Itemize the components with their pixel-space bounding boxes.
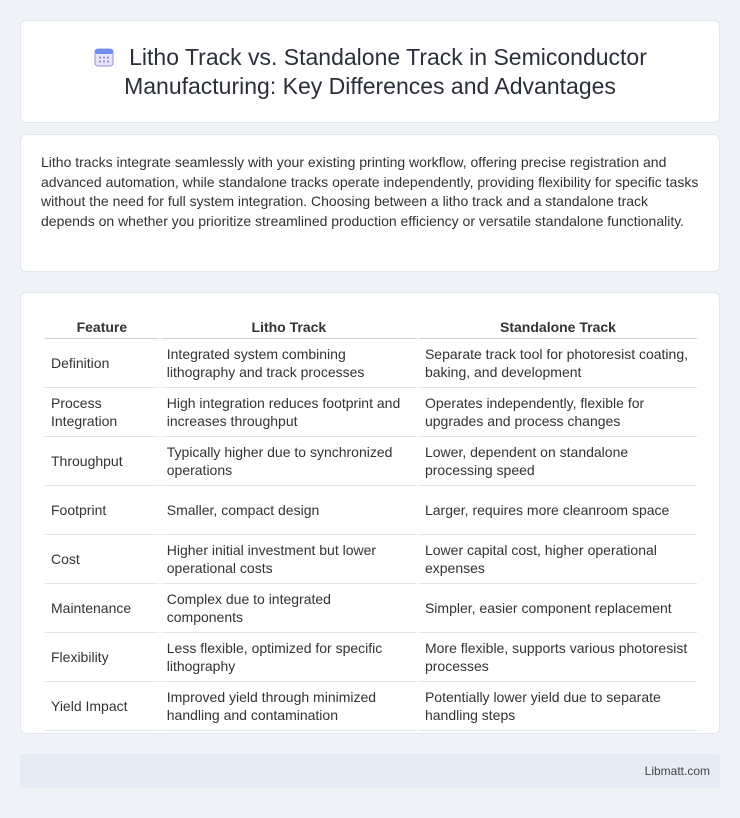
table-row: [45, 633, 697, 682]
litho-cell: Improved yield through minimized handling and contamination: [161, 682, 417, 731]
calendar-icon: [93, 46, 115, 68]
litho-cell: Complex due to integrated components: [161, 584, 417, 633]
table-card: [20, 292, 720, 734]
standalone-cell: Simpler, easier component replacement: [419, 584, 697, 633]
page-title-text: Litho Track vs. Standalone Track in Semiconductor Manufacturing: Key Differences and Advantages: [124, 43, 647, 99]
header-standalone-track: Standalone Track: [419, 315, 697, 339]
litho-cell: Typically higher due to synchronized operations: [161, 437, 417, 486]
header-feature: Feature: [45, 315, 159, 339]
feature-cell: Cost: [45, 535, 159, 584]
standalone-cell: Separate track tool for photoresist coating, baking, and development: [419, 339, 697, 388]
comparison-table: [43, 315, 699, 731]
litho-cell: Integrated system combining lithography and track processes: [161, 339, 417, 388]
feature-cell: Footprint: [45, 486, 159, 535]
intro-card: [20, 134, 720, 272]
feature-cell: Yield Impact: [45, 682, 159, 731]
footer: [20, 754, 720, 788]
feature-cell: Process Integration: [45, 388, 159, 437]
standalone-cell: More flexible, supports various photoresist processes: [419, 633, 697, 682]
title-card: [20, 20, 720, 123]
litho-cell: Higher initial investment but lower operational costs: [161, 535, 417, 584]
litho-cell: Less flexible, optimized for specific lithography: [161, 633, 417, 682]
table-row: [45, 584, 697, 633]
table-row: [45, 388, 697, 437]
standalone-cell: Lower capital cost, higher operational expenses: [419, 535, 697, 584]
feature-cell: Definition: [45, 339, 159, 388]
feature-cell: Flexibility: [45, 633, 159, 682]
table-row: [45, 486, 697, 535]
footer-brand-link[interactable]: Libmatt.com: [644, 764, 710, 778]
standalone-cell: Potentially lower yield due to separate handling steps: [419, 682, 697, 731]
litho-cell: High integration reduces footprint and increases throughput: [161, 388, 417, 437]
feature-cell: Maintenance: [45, 584, 159, 633]
table-row: [45, 437, 697, 486]
standalone-cell: Larger, requires more cleanroom space: [419, 486, 697, 535]
page-title: [70, 43, 670, 101]
header-litho-track: Litho Track: [161, 315, 417, 339]
feature-cell: Throughput: [45, 437, 159, 486]
intro-paragraph: Litho tracks integrate seamlessly with your existing printing workflow, offering precise registration and advanced automation, while standalone tracks operate independently, providing flexibility for specific tasks without the need for full system integration. Choosing between a litho track and a standalone track depends on whether you prioritize streamlined production efficiency or versatile standalone functionality.: [41, 154, 699, 229]
table-row: [45, 682, 697, 731]
litho-cell: Smaller, compact design: [161, 486, 417, 535]
table-row: [45, 535, 697, 584]
table-header-row: [45, 315, 697, 339]
table-row: [45, 339, 697, 388]
standalone-cell: Operates independently, flexible for upgrades and process changes: [419, 388, 697, 437]
standalone-cell: Lower, dependent on standalone processing speed: [419, 437, 697, 486]
